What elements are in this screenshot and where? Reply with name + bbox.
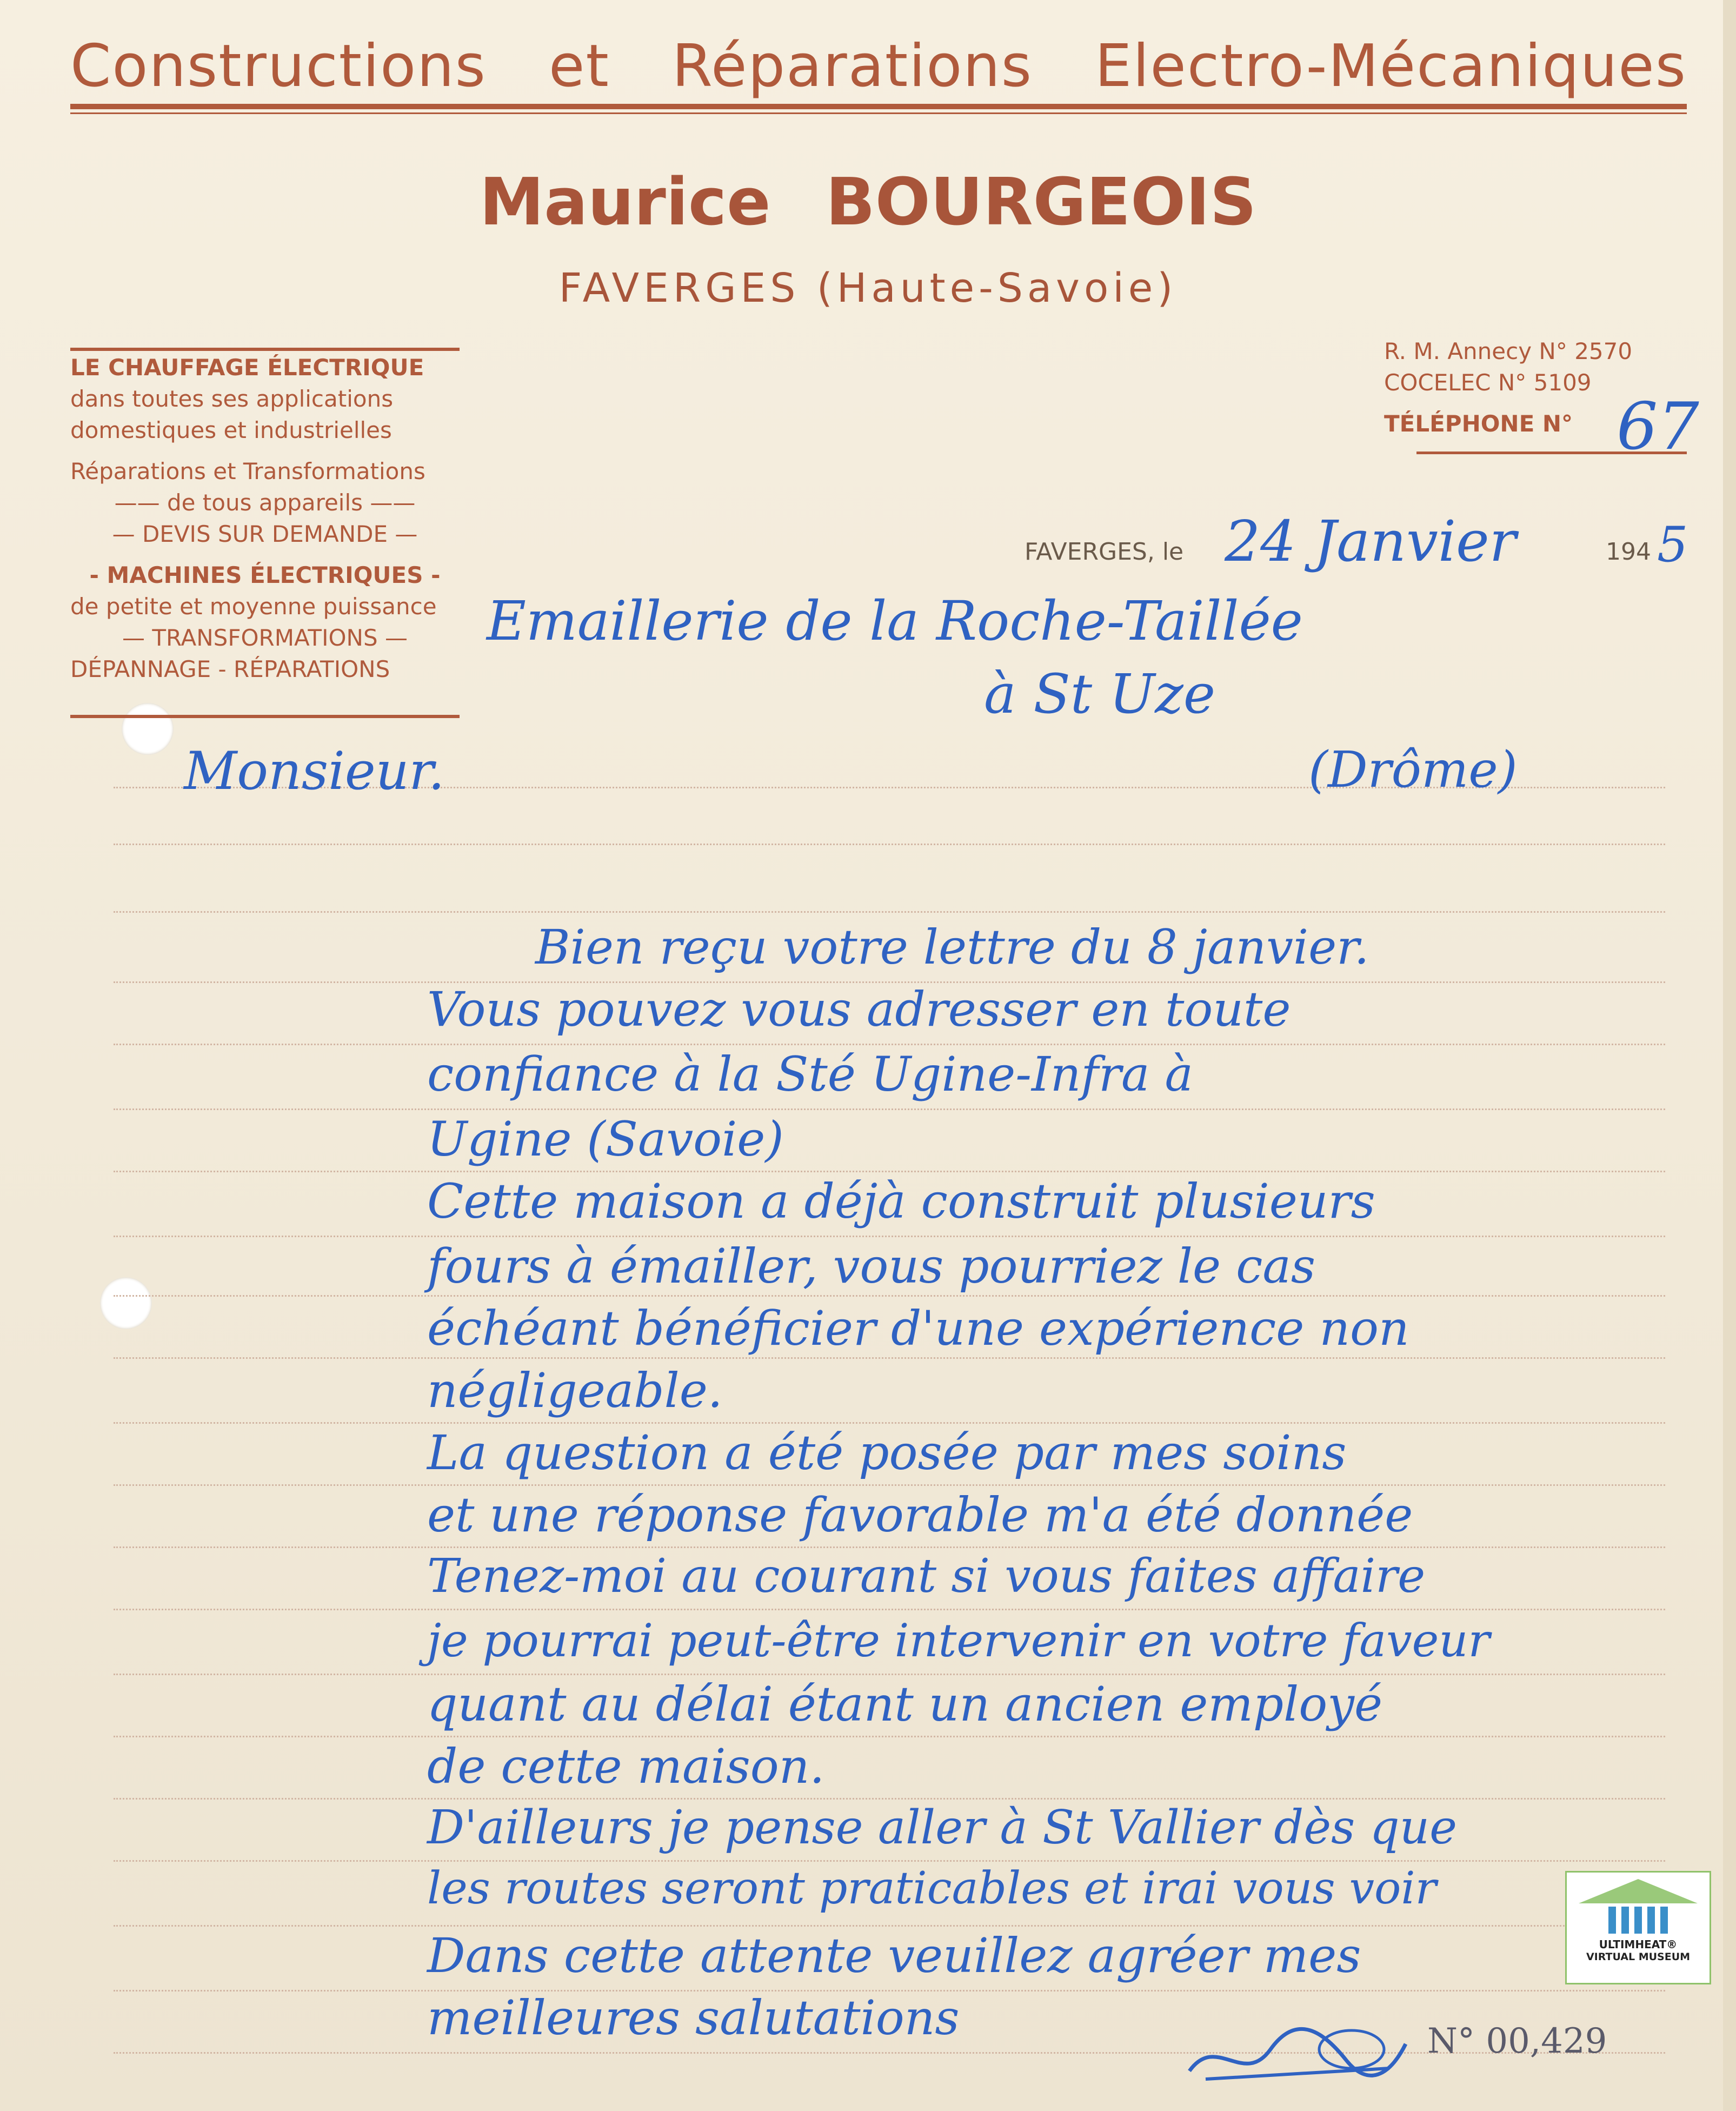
title-word-3: Réparations — [671, 32, 1033, 100]
company-city: FAVERGES (Haute-Savoie) — [558, 265, 1178, 311]
body-line-18: meilleures salutations — [427, 1990, 960, 2046]
body-line-6: fours à émailler, vous pourriez le cas — [427, 1238, 1315, 1294]
body-line-2: Vous pouvez vous adresser en toute — [427, 981, 1291, 1037]
leftbox-bottom-rule — [70, 715, 460, 718]
body-line-4: Ugine (Savoie) — [427, 1111, 784, 1167]
service-line-6: — DEVIS SUR DEMANDE — — [112, 520, 418, 547]
body-line-11: Tenez-moi au courant si vous faites affaire — [427, 1549, 1426, 1603]
writing-line — [114, 1674, 1665, 1675]
writing-line — [114, 1484, 1665, 1486]
writing-line — [114, 1860, 1665, 1862]
service-line-8: de petite et moyenne puissance — [70, 593, 437, 620]
body-line-12: je pourrai peut-être intervenir en votre faveur — [427, 1614, 1490, 1667]
title-underline — [70, 104, 1687, 109]
signature — [1184, 2012, 1411, 2093]
services-box — [70, 351, 460, 685]
telephone-number: 67 — [1617, 389, 1699, 464]
service-line-3: domestiques et industrielles — [70, 416, 392, 443]
body-line-14: de cette maison. — [427, 1738, 825, 1794]
date-year-prefix: 194 — [1606, 538, 1651, 566]
service-line-5: —— de tous appareils —— — [114, 489, 416, 516]
punch-hole-bottom — [100, 1277, 152, 1329]
writing-line — [114, 1736, 1665, 1737]
document-number: N° 00,429 — [1427, 2021, 1607, 2061]
museum-roof-icon — [1579, 1879, 1698, 1903]
service-line-10: DÉPANNAGE - RÉPARATIONS — [70, 655, 390, 682]
date-day-month: 24 Janvier — [1225, 508, 1516, 574]
leftbox-top-rule — [70, 348, 460, 351]
body-line-10: et une réponse favorable m'a été donnée — [427, 1487, 1413, 1543]
title-word-2: et — [549, 32, 610, 100]
body-line-5: Cette maison a déjà construit plusieurs — [427, 1173, 1375, 1229]
writing-line — [114, 1609, 1665, 1610]
recipient-line-3: (Drôme) — [1308, 741, 1518, 799]
writing-line — [114, 1925, 1665, 1927]
service-line-7: - MACHINES ÉLECTRIQUES - — [89, 561, 441, 588]
body-line-3: confiance à la Sté Ugine-Infra à — [427, 1046, 1193, 1102]
service-line-1: LE CHAUFFAGE ÉLECTRIQUE — [70, 354, 424, 381]
date-year-suffix: 5 — [1657, 516, 1688, 573]
writing-line — [114, 911, 1665, 913]
cocelec: COCELEC N° 5109 — [1384, 369, 1592, 396]
body-line-9: La question a été posée par mes soins — [427, 1425, 1347, 1481]
body-line-7: échéant bénéficier d'une expérience non — [427, 1300, 1409, 1356]
writing-line — [114, 1798, 1665, 1800]
title-word-1: Constructions — [70, 32, 487, 100]
letterhead-title — [70, 32, 1687, 100]
paper-edge — [1723, 0, 1736, 2111]
service-line-4: Réparations et Transformations — [70, 457, 425, 484]
punch-hole-top — [122, 703, 174, 755]
body-line-16: les routes seront praticables et irai vous voir — [427, 1863, 1436, 1914]
body-line-1: Bien reçu votre lettre du 8 janvier. — [535, 919, 1369, 975]
writing-line — [114, 1357, 1665, 1359]
writing-line — [114, 1044, 1665, 1045]
museum-logo — [1565, 1871, 1711, 1984]
body-line-15: D'ailleurs je pense aller à St Vallier dès que — [427, 1801, 1457, 1855]
recipient-line-1: Emaillerie de la Roche-Taillée — [487, 589, 1303, 653]
service-line-9: — TRANSFORMATIONS — — [122, 624, 408, 651]
title-underline-thin — [70, 112, 1687, 114]
body-line-8: négligeable. — [427, 1363, 723, 1418]
service-line-2: dans toutes ses applications — [70, 385, 394, 412]
salutation: Monsieur. — [184, 741, 445, 801]
title-word-4: Electro-Mécaniques — [1095, 32, 1687, 100]
writing-line — [114, 1422, 1665, 1424]
writing-line — [114, 844, 1665, 845]
company-name: Maurice BOURGEOIS — [479, 165, 1257, 240]
museum-pillars-icon — [1567, 1907, 1710, 1934]
museum-subtitle: VIRTUAL MUSEUM — [1586, 1951, 1691, 1963]
body-line-17: Dans cette attente veuillez agréer mes — [427, 1928, 1361, 1983]
body-line-13: quant au délai étant un ancien employé — [427, 1676, 1383, 1732]
museum-name: ULTIMHEAT® — [1599, 1938, 1678, 1951]
writing-line — [114, 1236, 1665, 1237]
telephone-label-text: TÉLÉPHONE N° — [1384, 410, 1573, 437]
writing-line — [114, 1546, 1665, 1548]
recipient-line-2: à St Uze — [984, 662, 1216, 726]
writing-line — [114, 1295, 1665, 1297]
date-prefix: FAVERGES, le — [1025, 538, 1184, 566]
writing-line — [114, 1171, 1665, 1172]
writing-line — [114, 1108, 1665, 1110]
rm-annecy: R. M. Annecy N° 2570 — [1384, 337, 1633, 364]
